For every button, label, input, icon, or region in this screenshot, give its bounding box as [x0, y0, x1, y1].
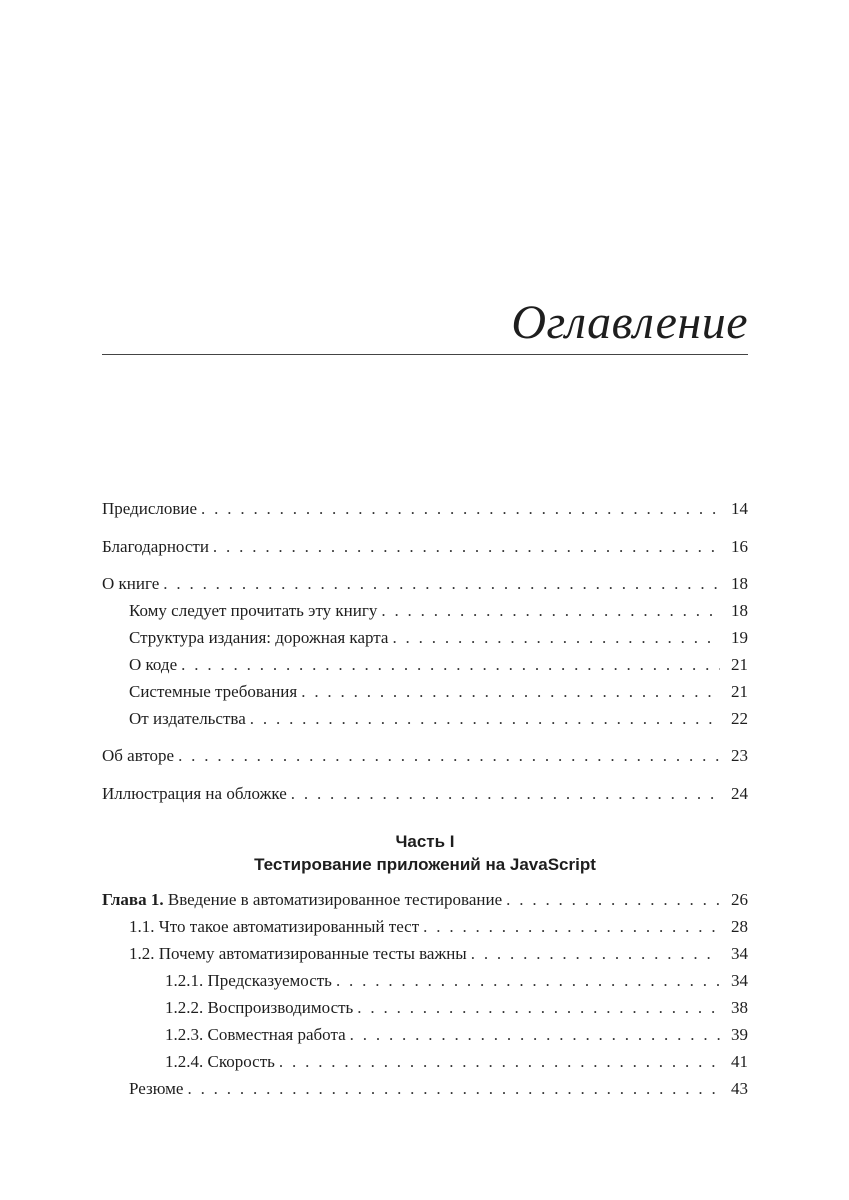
- toc-entry-requirements[interactable]: [129, 681, 748, 703]
- toc-entry-label: 1.2. Почему автоматизированные тесты важны: [129, 944, 467, 963]
- toc-entry-page: 28: [731, 917, 748, 936]
- title-rule: [102, 354, 748, 355]
- toc-entry-page: 34: [731, 971, 748, 990]
- toc-entry-1-2[interactable]: [129, 943, 748, 965]
- chapter-prefix: Глава 1.: [102, 890, 164, 909]
- dot-leader: [471, 943, 720, 965]
- toc-entry-about-code[interactable]: [129, 654, 748, 676]
- toc-entry-page: 23: [731, 746, 748, 765]
- dot-leader: [357, 997, 720, 1019]
- toc-entry-label: О коде: [129, 655, 178, 674]
- toc-entry-page: 41: [731, 1052, 748, 1071]
- toc-entry-label: 1.1. Что такое автоматизированный тест: [129, 917, 420, 936]
- toc-entry-label: Структура издания: дорожная карта: [129, 628, 389, 647]
- toc-entry-page: 14: [731, 499, 748, 518]
- toc-entry-1-2-4[interactable]: [165, 1051, 748, 1073]
- toc-entry-about-book[interactable]: [102, 573, 748, 595]
- toc-entry-label: 1.2.3. Совместная работа: [165, 1025, 346, 1044]
- toc-entry-page: 16: [731, 537, 748, 556]
- dot-leader: [291, 783, 720, 805]
- part-title: Тестирование приложений на JavaScript: [254, 855, 596, 874]
- part-number: Часть I: [395, 832, 455, 851]
- toc-entry-page: 18: [731, 574, 748, 593]
- toc-entry-label: О книге: [102, 574, 160, 593]
- toc-entry-page: 19: [731, 628, 748, 647]
- toc-entry-label: Об авторе: [102, 746, 175, 765]
- toc-entry-acknowledgements[interactable]: [102, 536, 748, 558]
- toc-entry-chapter-1[interactable]: [102, 889, 748, 911]
- toc-entry-label: 1.2.2. Воспроизводимость: [165, 998, 354, 1017]
- toc-entry-page: 24: [731, 784, 748, 803]
- toc-entry-label: Кому следует прочитать эту книгу: [129, 601, 378, 620]
- toc-entry-from-publisher[interactable]: [129, 708, 748, 730]
- toc-entry-label: Благодарности: [102, 537, 209, 556]
- toc-entry-page: 38: [731, 998, 748, 1017]
- toc-entry-1-2-2[interactable]: [165, 997, 748, 1019]
- dot-leader: [301, 681, 720, 703]
- dot-leader: [213, 536, 720, 558]
- toc-entry-page: 43: [731, 1079, 748, 1098]
- dot-leader: [423, 916, 720, 938]
- toc-entry-label: Иллюстрация на обложке: [102, 784, 287, 803]
- dot-leader: [279, 1051, 720, 1073]
- toc-entry-page: 18: [731, 601, 748, 620]
- dot-leader: [336, 970, 720, 992]
- toc-entry-label: Резюме: [129, 1079, 184, 1098]
- dot-leader: [250, 708, 720, 730]
- toc-entry-1-2-3[interactable]: [165, 1024, 748, 1046]
- page-title: Оглавление: [511, 296, 748, 349]
- toc-entry-roadmap[interactable]: [129, 627, 748, 649]
- dot-leader: [178, 745, 720, 767]
- dot-leader: [163, 573, 720, 595]
- toc-entry-label: Предисловие: [102, 499, 198, 518]
- dot-leader: [350, 1024, 720, 1046]
- dot-leader: [506, 889, 720, 911]
- dot-leader: [187, 1078, 720, 1100]
- toc-entry-who-should-read[interactable]: [129, 600, 748, 622]
- toc-entry-label: От издательства: [129, 709, 246, 728]
- toc-entry-preface[interactable]: [102, 498, 748, 520]
- toc-entry-page: 39: [731, 1025, 748, 1044]
- toc-entry-1-2-1[interactable]: [165, 970, 748, 992]
- toc-entry-label: 1.2.4. Скорость: [165, 1052, 275, 1071]
- dot-leader: [381, 600, 720, 622]
- toc-entry-1-1[interactable]: [129, 916, 748, 938]
- dot-leader: [392, 627, 720, 649]
- toc-entry-page: 34: [731, 944, 748, 963]
- toc-entry-page: 21: [731, 682, 748, 701]
- toc-entry-summary[interactable]: [129, 1078, 748, 1100]
- dot-leader: [181, 654, 720, 676]
- toc-entry-cover-illustration[interactable]: [102, 783, 748, 805]
- chapter-title: Введение в автоматизированное тестирование: [167, 890, 503, 909]
- toc-entry-page: 22: [731, 709, 748, 728]
- toc-entry-page: 26: [731, 890, 748, 909]
- toc-entry-label: Системные требования: [129, 682, 298, 701]
- toc-entry-label: [102, 889, 502, 911]
- dot-leader: [201, 498, 720, 520]
- toc-entry-about-author[interactable]: [102, 745, 748, 767]
- toc-entry-label: 1.2.1. Предсказуемость: [165, 971, 332, 990]
- toc-entry-page: 21: [731, 655, 748, 674]
